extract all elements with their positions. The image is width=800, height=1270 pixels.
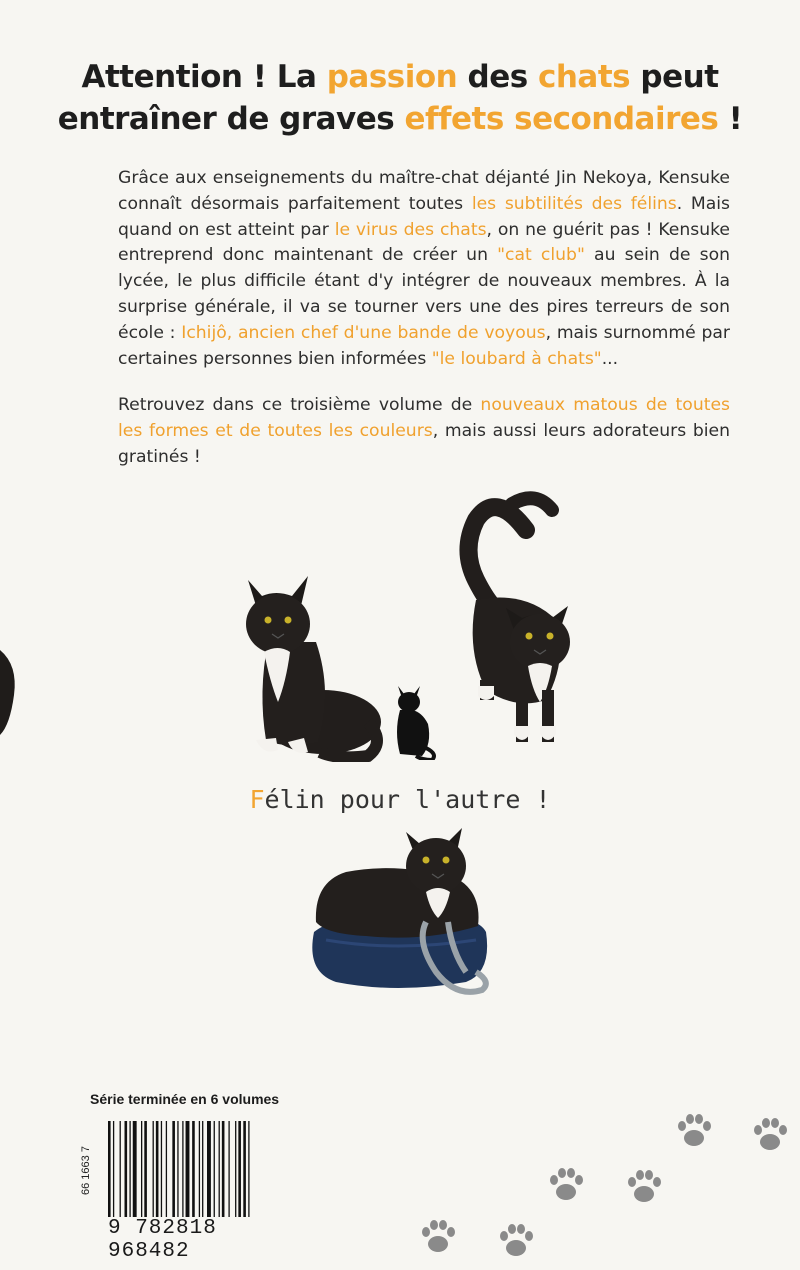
barcode-bars xyxy=(108,1121,296,1219)
headline-highlight: effets secondaires xyxy=(404,101,719,137)
barcode xyxy=(80,1117,296,1265)
kitten-icon xyxy=(392,684,440,760)
synopsis-text: Grâce aux enseignements du maître-chat déjanté Jin Nekoya, Kensuke connaît désormais parfaitement toutes xyxy=(118,168,730,214)
barcode-side-code: 66 1663 7 xyxy=(80,1146,92,1195)
paw-print-icon xyxy=(676,1112,712,1150)
headline-text: des xyxy=(457,59,538,95)
synopsis-text: , mais aussi leurs adorateurs bien gratinés ! xyxy=(118,420,730,467)
headline-text: peut xyxy=(630,59,719,95)
synopsis-highlight: le virus des chats xyxy=(334,219,487,240)
paw-print-icon xyxy=(752,1116,788,1154)
synopsis-text: , on ne guérit pas ! Kensuke entreprend donc maintenant de créer un xyxy=(118,219,730,266)
cat-partial-icon xyxy=(0,640,20,740)
headline-text: entraîner de graves xyxy=(57,101,405,137)
headline-line-2 xyxy=(0,98,800,140)
paw-print-icon xyxy=(498,1222,534,1260)
headline-text: ! xyxy=(718,101,743,137)
synopsis-text: au sein de son lycée, le plus difficile étant d'y intégrer de nouveaux membres. À la surprise générale, il va se tourner vers une des pires terreurs de son école : xyxy=(118,245,731,343)
headline-highlight: passion xyxy=(326,59,458,95)
synopsis-text: Retrouvez dans ce troisième volume de xyxy=(118,395,481,415)
cat-on-bag-icon xyxy=(306,822,496,1002)
tagline-text: élin pour l'autre ! xyxy=(264,785,551,814)
paw-print-icon xyxy=(420,1218,456,1256)
headline xyxy=(0,56,800,140)
paw-print-icon xyxy=(626,1168,662,1206)
synopsis-highlight: "cat club" xyxy=(497,245,585,266)
tagline-first-letter: F xyxy=(249,785,265,814)
synopsis-paragraph-1 xyxy=(118,166,730,372)
synopsis-text: , mais surnommé par certaines personnes bien informées xyxy=(118,322,730,369)
tagline xyxy=(0,785,800,814)
synopsis-text: . Mais quand on est atteint par xyxy=(118,193,730,240)
series-info: Série terminée en 6 volumes xyxy=(90,1091,280,1107)
paw-print-icon xyxy=(548,1166,584,1204)
synopsis-highlight: les subtilités des félins xyxy=(471,193,677,214)
synopsis-highlight: nouveaux matous de toutes les formes et de toutes les couleurs xyxy=(118,395,730,441)
synopsis-text: ... xyxy=(601,348,619,369)
synopsis-highlight: Ichijô, ancien chef d'une bande de voyous xyxy=(181,322,546,343)
headline-text: Attention ! La xyxy=(81,59,327,95)
headline-line-1 xyxy=(0,56,800,98)
headline-highlight: chats xyxy=(537,59,631,95)
synopsis-highlight: "le loubard à chats" xyxy=(431,348,602,369)
cat-sitting-icon xyxy=(228,572,388,762)
synopsis-paragraph-2 xyxy=(118,393,730,470)
cat-standing-icon xyxy=(456,490,586,760)
barcode-isbn: 9 782818 968482 xyxy=(108,1217,217,1263)
